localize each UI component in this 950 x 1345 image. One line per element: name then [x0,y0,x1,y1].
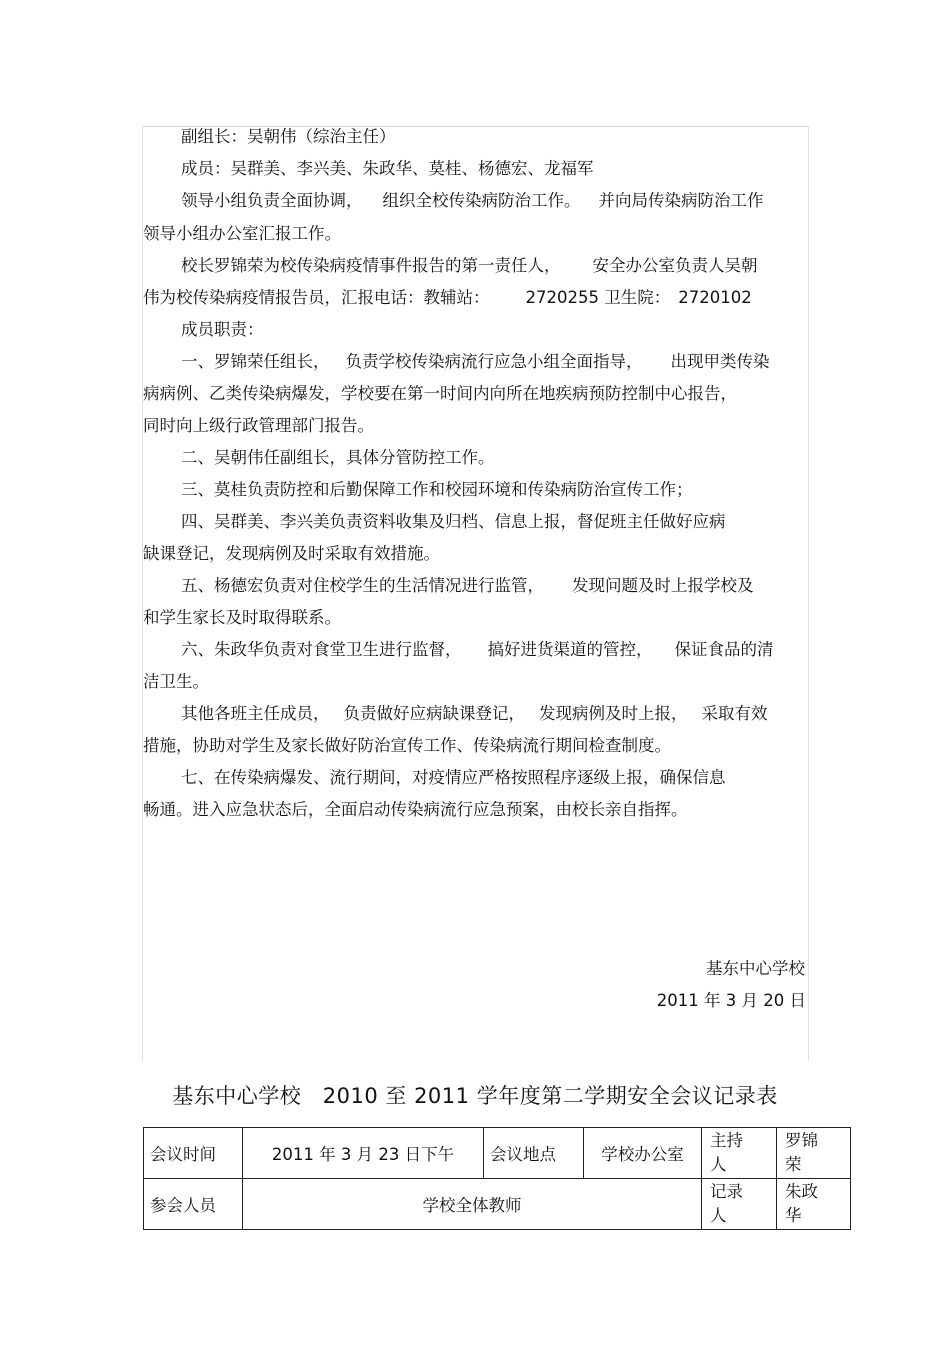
role-8-line-2: 畅通。进入应急状态后，全面启动传染病流行应急预案，由校长亲自指挥。 [143,800,688,819]
meeting-place-value: 学校办公室 [584,1128,702,1179]
members-line: 成员：吴群美、李兴美、朱政华、莫桂、杨德宏、龙福军 [181,159,594,178]
attendees-value: 学校全体教师 [243,1179,702,1230]
meeting-place-label: 会议地点 [484,1128,584,1179]
attendees-label: 参会人员 [144,1179,243,1230]
role-5-line-2: 和学生家长及时取得联系。 [143,608,341,627]
report-line-1: 校长罗锦荣为校传染病疫情事件报告的第一责任人， 安全办公室负责人吴朝 [181,256,758,275]
record-table-title: 基东中心学校 2010 至 2011 学年度第二学期安全会议记录表 [172,1084,778,1108]
role-7-line-2: 措施，协助对学生及家长做好防治宣传工作、传染病流行期间检查制度。 [143,736,671,755]
role-1-line-2: 病病例、乙类传染病爆发，学校要在第一时间内向所在地疾病预防控制中心报告， [143,384,737,403]
meeting-time-label: 会议时间 [144,1128,243,1179]
role-1-line-1: 一、罗锦荣任组长， 负责学校传染病流行应急小组全面指导， 出现甲类传染 [181,352,770,371]
role-1-line-3: 同时向上级行政管理部门报告。 [143,416,374,435]
duty-line-1: 领导小组负责全面协调， 组织全校传染病防治工作。 并向局传染病防治工作 [181,191,764,210]
host-value: 罗锦 荣 [777,1128,851,1179]
duty-line-2: 领导小组办公室汇报工作。 [143,224,341,243]
meeting-record-table [143,1127,851,1230]
recorder-label: 记录 人 [702,1179,777,1230]
role-5-line-1: 五、杨德宏负责对住校学生的生活情况进行监管， 发现问题及时上报学校及 [181,576,754,595]
role-7-line-1: 其他各班主任成员， 负责做好应病缺课登记， 发现病例及时上报， 采取有效 [181,704,768,723]
role-3: 三、莫桂负责防控和后勤保障工作和校园环境和传染病防治宣传工作； [181,480,693,499]
roles-title: 成员职责： [181,320,264,339]
table-row [144,1128,851,1179]
role-6-line-1: 六、朱政华负责对食堂卫生进行监督， 搞好进货渠道的管控， 保证食品的清 [181,640,774,659]
meeting-time-value: 2011 年 3 月 23 日下午 [243,1128,484,1179]
recorder-value: 朱政 华 [777,1179,851,1230]
report-line-2: 伟为校传染病疫情报告员，汇报电话：教辅站： 2720255 卫生院： 2720102 [143,288,752,307]
signature-date: 2011 年 3 月 20 日 [656,991,806,1010]
signature-org: 基东中心学校 [706,959,805,978]
role-4-line-1: 四、吴群美、李兴美负责资料收集及归档、信息上报，督促班主任做好应病 [181,512,726,531]
role-2: 二、吴朝伟任副组长，具体分管防控工作。 [181,448,495,467]
role-4-line-2: 缺课登记，发现病例及时采取有效措施。 [143,544,440,563]
role-8-line-1: 七、在传染病爆发、流行期间，对疫情应严格按照程序逐级上报，确保信息 [181,768,726,787]
table-row [144,1179,851,1230]
host-label: 主持 人 [702,1128,777,1179]
role-6-line-2: 洁卫生。 [143,672,209,691]
deputy-line: 副组长：吴朝伟（综治主任） [181,127,396,146]
